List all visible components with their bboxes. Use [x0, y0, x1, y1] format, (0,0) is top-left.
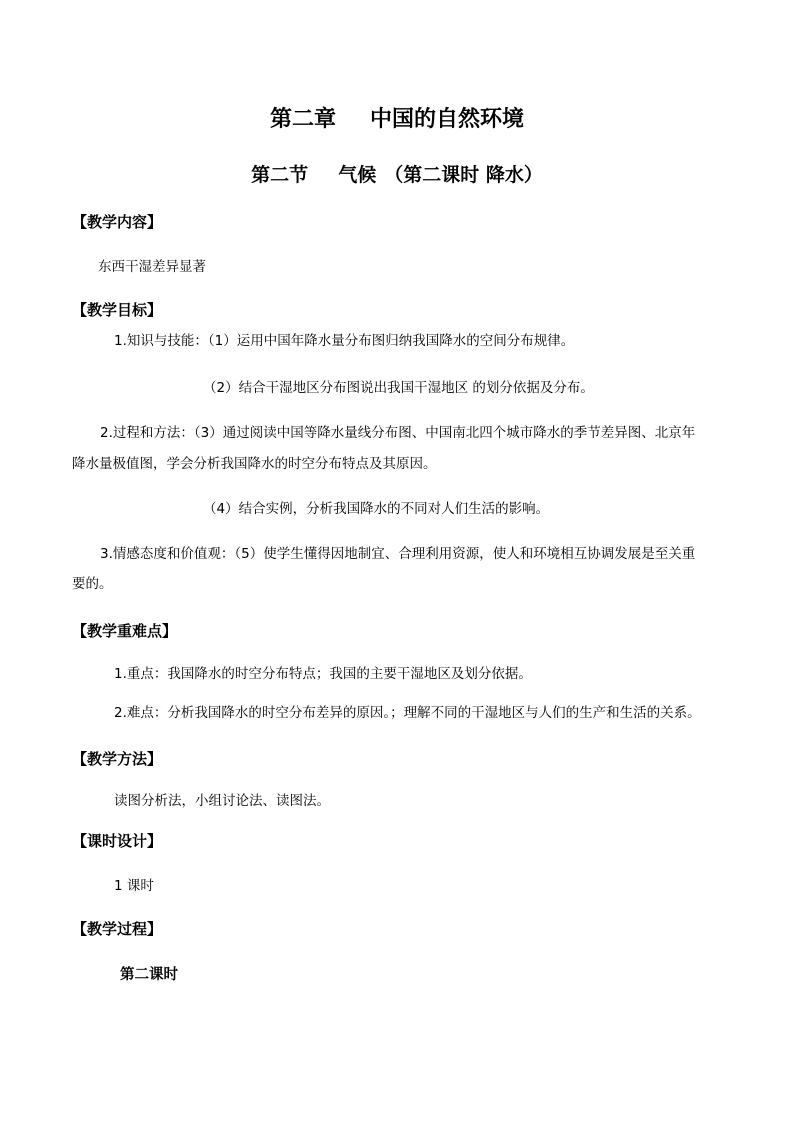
schedule-heading: 【课时设计】 [72, 832, 163, 850]
methods-heading: 【教学方法】 [72, 750, 163, 768]
methods-text: 读图分析法，小组讨论法、读图法。 [114, 793, 330, 809]
objective-1: 1.知识与技能：（1）运用中国年降水量分布图归纳我国降水的空间分布规律。 [114, 333, 575, 349]
objective-2-line2: 降水量极值图，学会分析我国降水的时空分布特点及其原因。 [72, 456, 437, 472]
process-subheading: 第二课时 [120, 967, 178, 983]
content-heading: 【教学内容】 [72, 213, 163, 231]
section-number: 第二节 [251, 164, 309, 186]
key-point-2: 2.难点：分析我国降水的时空分布差异的原因。；理解不同的干湿地区与人们的生产和生活的关系。 [114, 705, 701, 721]
process-heading: 【教学过程】 [72, 920, 163, 938]
objectives-heading: 【教学目标】 [72, 301, 163, 319]
chapter-title [0, 102, 794, 133]
objective-1b: （2）结合干湿地区分布图说出我国干湿地区 的划分依据及分布。 [203, 380, 594, 396]
section-name: 气候 [338, 164, 377, 186]
objective-3-line2: 要的。 [72, 576, 113, 592]
section-lesson: （第二课时 降水） [384, 164, 543, 186]
objective-3-line1: 3.情感态度和价值观：（5）使学生懂得因地制宜、合理利用资源，使人和环境相互协调发展是至关重 [100, 546, 696, 562]
content-text: 东西干湿差异显著 [98, 259, 206, 275]
schedule-text: 1 课时 [114, 878, 154, 894]
chapter-name: 中国的自然环境 [370, 106, 525, 132]
objective-2b: （4）结合实例，分析我国降水的不同对人们生活的影响。 [203, 501, 550, 517]
key-point-1: 1.重点：我国降水的时空分布特点；我国的主要干湿地区及划分依据。 [114, 666, 532, 682]
section-title [0, 160, 794, 187]
chapter-number: 第二章 [269, 106, 336, 132]
key-points-heading: 【教学重难点】 [72, 622, 178, 640]
objective-2-line1: 2.过程和方法：（3）通过阅读中国等降水量线分布图、中国南北四个城市降水的季节差异图、北京年 [100, 425, 696, 441]
